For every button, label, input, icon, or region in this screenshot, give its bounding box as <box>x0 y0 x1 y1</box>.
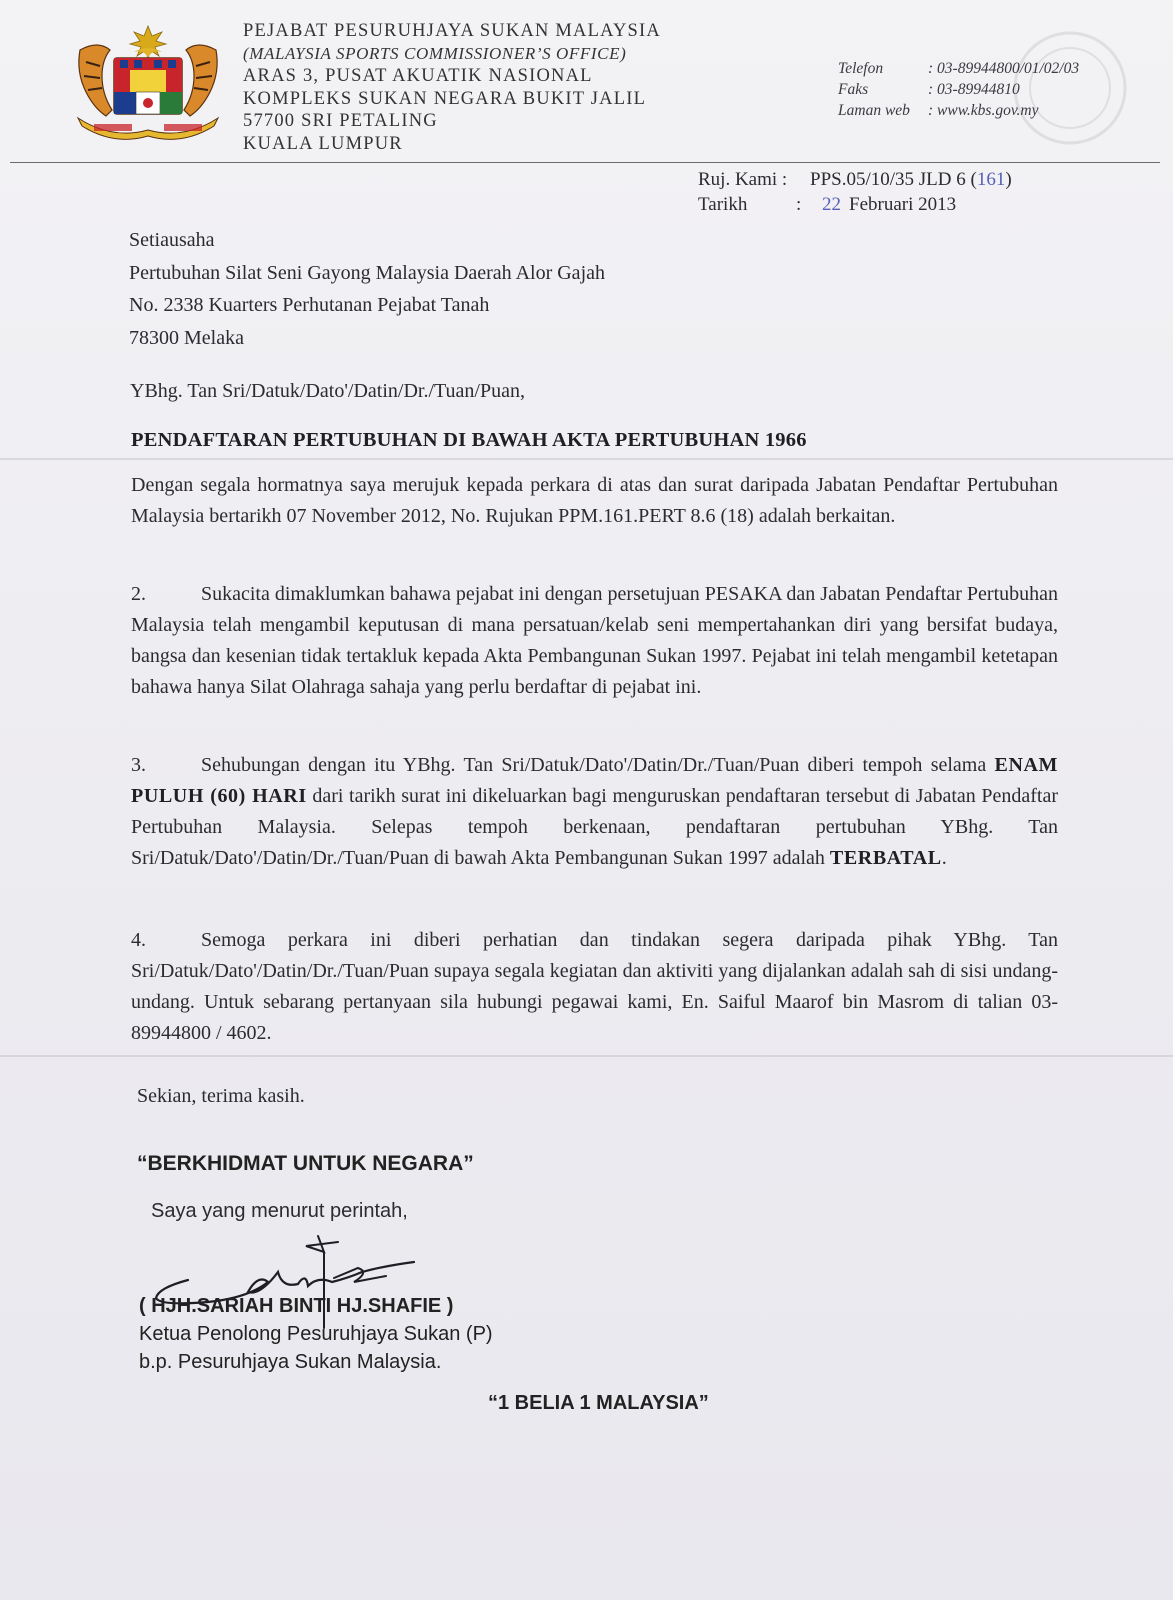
contact-label: Faks <box>838 81 869 98</box>
letter-subject: PENDAFTARAN PERTUBUHAN DI BAWAH AKTA PERTUBUHAN 1966 <box>131 429 807 451</box>
paragraph-3 <box>131 750 1058 874</box>
paragraph-1: Dengan segala hormatnya saya merujuk kepada perkara di atas dan surat daripada Jabatan Pendaftar Pertubuhan Malaysia bertarikh 07 November 2012, No. Rujukan PPM.161.PERT 8.6 (18) adalah berkaitan. <box>131 474 1058 527</box>
office-letterhead <box>243 20 661 155</box>
contact-website <box>838 100 1079 121</box>
recipient-line: Setiausaha <box>129 229 215 251</box>
paragraph-text: Sehubungan dengan itu YBhg. Tan Sri/Datuk/Dato'/Datin/Dr./Tuan/Puan diberi tempoh selama <box>201 754 987 776</box>
office-address-line: KUALA LUMPUR <box>243 133 403 154</box>
paper-fold-line <box>0 1055 1173 1057</box>
slogan: “1 BELIA 1 MALAYSIA” <box>488 1392 709 1414</box>
signatory-name: ( HJH.SARIAH BINTI HJ.SHAFIE ) <box>139 1295 454 1317</box>
contact-value: : www.kbs.gov.my <box>928 102 1039 119</box>
paragraph-4 <box>131 925 1058 1049</box>
paragraph-number: 3. <box>131 754 146 776</box>
reference-handwritten: 161 <box>976 169 1006 190</box>
office-address-line: 57700 SRI PETALING <box>243 111 438 131</box>
office-name-english: (MALAYSIA SPORTS COMMISSIONER’S OFFICE) <box>243 43 627 63</box>
contact-block <box>838 58 1079 121</box>
office-address-line: ARAS 3, PUSAT AKUATIK NASIONAL <box>243 66 593 86</box>
date-label: Tarikh <box>698 194 748 215</box>
contact-phone <box>838 58 1079 79</box>
paragraph-2 <box>131 579 1058 703</box>
paragraph-text: Semoga perkara ini diberi perhatian dan tindakan segera daripada pihak YBhg. Tan Sri/Datuk/Dato'/Datin/Dr./Tuan/Puan supaya segala kegiatan dan aktiviti yang dijalankan adalah sah di sisi undang-undang. Untuk sebarang pertanyaan sila hubungi pegawai kami, En. Saiful Maarof bin Masrom di talian 03-89944800 / 4602. <box>131 929 1058 1044</box>
contact-fax <box>838 79 1079 100</box>
contact-label: Laman web <box>838 102 910 119</box>
date-day-handwritten: 22 <box>822 194 841 215</box>
signatory-block <box>139 1292 493 1376</box>
paragraph-text: Sukacita dimaklumkan bahawa pejabat ini dengan persetujuan PESAKA dan Jabatan Pendaftar Pertubuhan Malaysia telah mengambil keputusan di mana persatuan/kelab seni mempertahankan diri yang bersifat budaya, bangsa dan kesenian tidak tertakluk kepada Akta Pembangunan Sukan 1997. Pejabat ini telah mengambil ketetapan bahawa hanya Silat Olahraga sahaja yang perlu berdaftar di pejabat ini. <box>131 583 1058 698</box>
signatory-title: Ketua Penolong Pesuruhjaya Sukan (P) <box>139 1323 493 1345</box>
header-divider <box>10 162 1160 163</box>
reference-value: PPS.05/10/35 JLD 6 ( <box>810 169 977 190</box>
contact-value: : 03-89944810 <box>928 81 1020 98</box>
recipient-line: Pertubuhan Silat Seni Gayong Malaysia Daerah Alor Gajah <box>129 261 605 284</box>
salutation: YBhg. Tan Sri/Datuk/Dato'/Datin/Dr./Tuan/Puan, <box>130 380 525 402</box>
reference-number <box>698 167 1012 192</box>
recipient-line: 78300 Melaka <box>129 326 244 349</box>
contact-value: : 03-89944800/01/02/03 <box>928 60 1080 77</box>
office-name: PEJABAT PESURUHJAYA SUKAN MALAYSIA <box>243 21 661 41</box>
reference-label: Ruj. Kami : <box>698 169 788 190</box>
date-separator: : <box>796 194 802 215</box>
closing-remark: Sekian, terima kasih. <box>137 1085 305 1107</box>
deadline-emphasis: ENAM PULUH (60) HARI <box>131 754 1059 807</box>
signatory-on-behalf: b.p. Pesuruhjaya Sukan Malaysia. <box>139 1351 442 1373</box>
date-month-year: Februari 2013 <box>849 194 957 215</box>
office-address-line: KOMPLEKS SUKAN NEGARA BUKIT JALIL <box>243 88 647 109</box>
reference-block <box>698 167 1012 217</box>
paper-fold-line <box>0 458 1173 460</box>
contact-label: Telefon <box>838 60 884 77</box>
recipient-line: No. 2338 Kuarters Perhutanan Pejabat Tanah <box>129 294 490 316</box>
letter-date <box>698 192 1012 217</box>
paragraph-end: . <box>941 847 947 869</box>
cancelled-emphasis: TERBATAL <box>829 847 942 869</box>
order-line: Saya yang menurut perintah, <box>151 1200 408 1222</box>
malaysia-coat-of-arms-icon <box>72 22 224 140</box>
paragraph-number: 4. <box>131 929 146 951</box>
paragraph-text: dari tarikh surat ini dikeluarkan bagi menguruskan pendaftaran tersebut di Jabatan Pendaftar Pertubuhan Malaysia. Selepas tempoh berkenaan, pendaftaran pertubuhan YBhg. Tan Sri/Datuk/Dato'/Datin/Dr./Tuan/Puan di bawah Akta Pembangunan Sukan 1997 adalah <box>131 785 1059 869</box>
recipient-address <box>129 224 605 354</box>
paragraph-number: 2. <box>131 583 146 605</box>
reference-close: ) <box>1005 169 1012 190</box>
motto: “BERKHIDMAT UNTUK NEGARA” <box>137 1152 474 1175</box>
